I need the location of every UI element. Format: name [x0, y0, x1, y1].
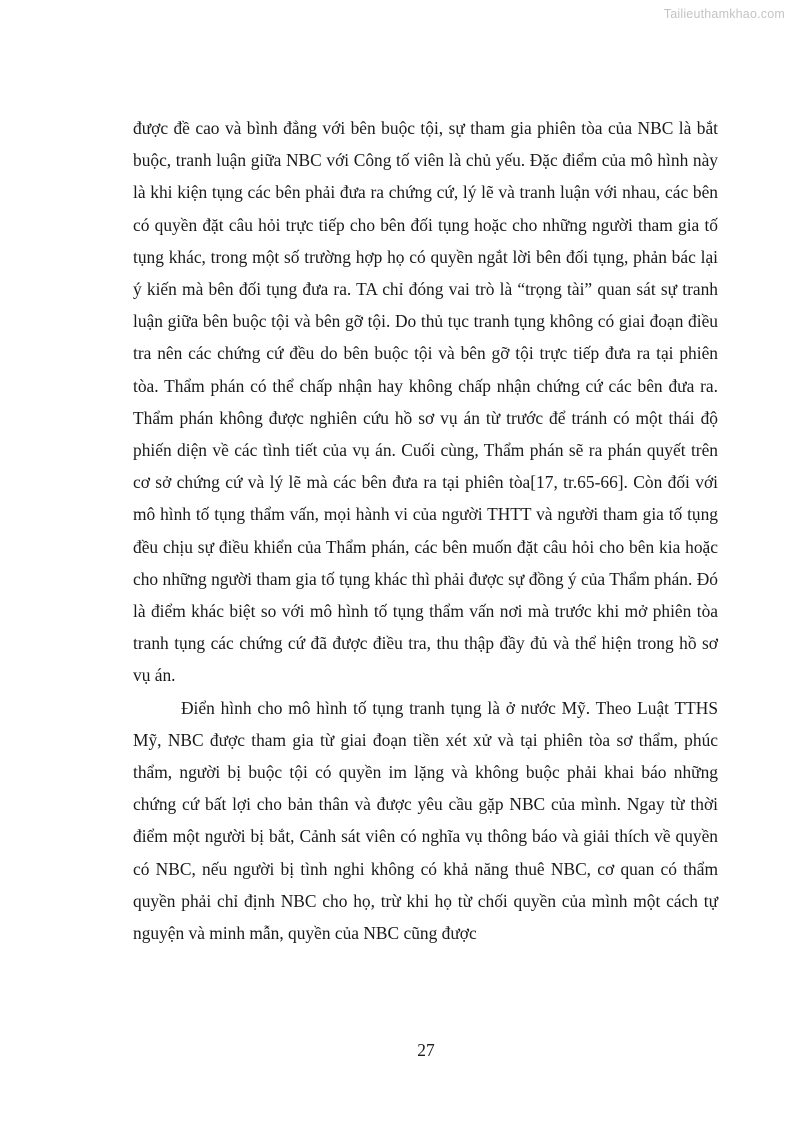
watermark-text: Tailieuthamkhao.com	[663, 7, 785, 21]
body-paragraph-1: được đề cao và bình đẳng với bên buộc tội, sự tham gia phiên tòa của NBC là bắt buộc, tranh luận giữa NBC với Công tố viên là chủ yếu. Đặc điểm của mô hình này là khi kiện tụng các bên phải đưa ra chứng cứ, lý lẽ và tranh luận với nhau, các bên có quyền đặt câu hỏi trực tiếp cho bên đối tụng hoặc cho những người tham gia tố tụng khác, trong một số trường hợp họ có quyền ngắt lời bên đối tụng, phản bác lại ý kiến mà bên đối tụng đưa ra. TA chỉ đóng vai trò là “trọng tài” quan sát sự tranh luận giữa bên buộc tội và bên gỡ tội. Do thủ tục tranh tụng không có giai đoạn điều tra nên các chứng cứ đều do bên buộc tội và bên gỡ tội trực tiếp đưa ra tại phiên tòa. Thẩm phán có thể chấp nhận hay không chấp nhận chứng cứ các bên đưa ra. Thẩm phán không được nghiên cứu hồ sơ vụ án từ trước để tránh có một thái độ phiến diện về các tình tiết của vụ án. Cuối cùng, Thẩm phán sẽ ra phán quyết trên cơ sở chứng cứ và lý lẽ mà các bên đưa ra tại phiên tòa[17, tr.65-66]. Còn đối với mô hình tố tụng thẩm vấn, mọi hành vi của người THTT và người tham gia tố tụng đều chịu sự điều khiển của Thẩm phán, các bên muốn đặt câu hỏi cho bên kia hoặc cho những người tham gia tố tụng khác thì phải được sự đồng ý của Thẩm phán. Đó là điểm khác biệt so với mô hình tố tụng thẩm vấn nơi mà trước khi mở phiên tòa tranh tụng các chứng cứ đã được điều tra, thu thập đầy đủ và thể hiện trong hồ sơ vụ án.	[133, 118, 718, 686]
page-number: 27	[417, 1040, 435, 1060]
body-paragraph-2: Điển hình cho mô hình tố tụng tranh tụng là ở nước Mỹ. Theo Luật TTHS Mỹ, NBC được tham gia từ giai đoạn tiền xét xử và tại phiên tòa sơ thẩm, phúc thẩm, người bị buộc tội có quyền im lặng và không buộc phải khai báo những chứng cứ bất lợi cho bản thân và được yêu cầu gặp NBC của mình. Ngay từ thời điểm một người bị bắt, Cảnh sát viên có nghĩa vụ thông báo và giải thích về quyền có NBC, nếu người bị tình nghi không có khả năng thuê NBC, cơ quan có thẩm quyền phải chỉ định NBC cho họ, trừ khi họ từ chối quyền của mình một cách tự nguyện và minh mẫn, quyền của NBC cũng được	[133, 697, 718, 944]
page-body	[133, 112, 718, 949]
